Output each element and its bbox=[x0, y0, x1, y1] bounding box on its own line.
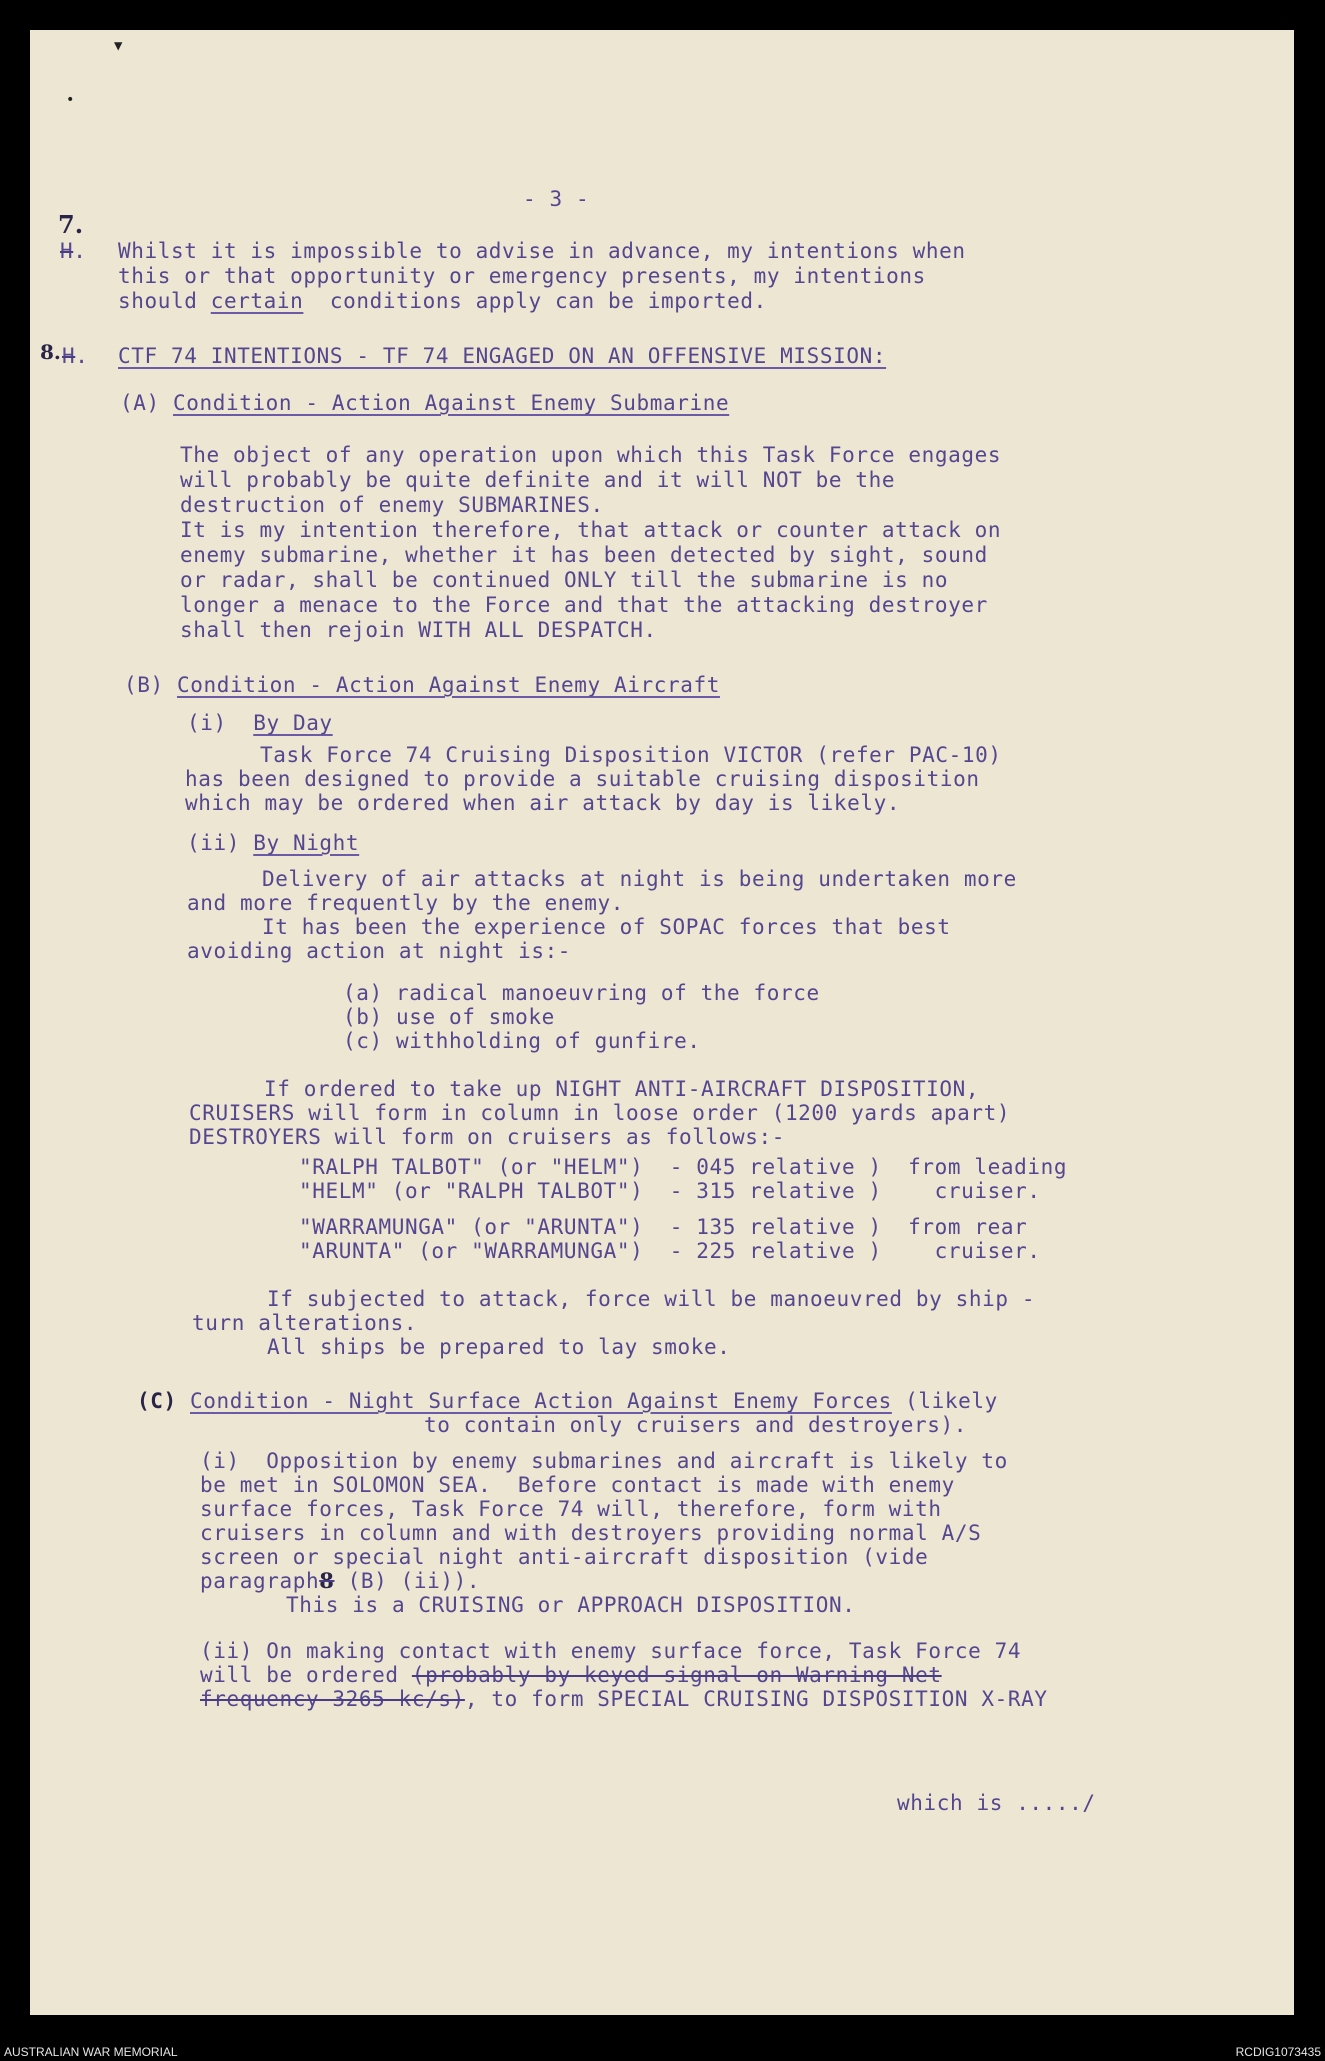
text-line: Task Force 74 Cruising Disposition VICTOR (refer PAC-10) bbox=[260, 743, 1002, 767]
text-segment: (B) (ii)). bbox=[334, 1569, 481, 1593]
text-line: screen or special night anti-aircraft disposition (vide bbox=[200, 1545, 929, 1569]
subheading-label: (A) bbox=[120, 391, 173, 415]
footer-credit: AUSTRALIAN WAR MEMORIAL bbox=[4, 2045, 178, 2059]
text-line: destruction of enemy SUBMARINES. bbox=[180, 493, 604, 517]
disposition-line: "ARUNTA" (or "WARRAMUNGA") - 225 relative ) cruiser. bbox=[299, 1239, 1041, 1263]
struck-paragraph-number: H. bbox=[62, 344, 89, 368]
subheading-title: Condition - Action Against Enemy Submarine bbox=[172, 391, 730, 415]
list-item: (b) use of smoke bbox=[343, 1005, 555, 1029]
list-item: (a) radical manoeuvring of the force bbox=[343, 981, 820, 1005]
subheading-title: Condition - Night Surface Action Against Enemy Forces bbox=[189, 1389, 892, 1413]
text-line: (ii) On making contact with enemy surface force, Task Force 74 bbox=[200, 1639, 1022, 1663]
text-line: to contain only cruisers and destroyers). bbox=[424, 1413, 967, 1437]
text-line: (i) Opposition by enemy submarines and aircraft is likely to bbox=[200, 1449, 1008, 1473]
struck-paragraph-number: H. bbox=[60, 239, 87, 263]
text-line bbox=[200, 1686, 1048, 1712]
subheading-line bbox=[120, 390, 729, 416]
text-line bbox=[118, 288, 767, 314]
disposition-line: "RALPH TALBOT" (or "HELM") - 045 relative ) from leading bbox=[299, 1155, 1068, 1179]
text-line: or radar, shall be continued ONLY till the submarine is no bbox=[180, 568, 949, 592]
text-segment: , to form SPECIAL CRUISING DISPOSITION X-RAY bbox=[464, 1687, 1048, 1711]
text-line: be met in SOLOMON SEA. Before contact is made with enemy bbox=[200, 1473, 955, 1497]
text-line: cruisers in column and with destroyers providing normal A/S bbox=[200, 1521, 982, 1545]
disposition-line: "WARRAMUNGA" (or "ARUNTA") - 135 relative ) from rear bbox=[299, 1215, 1028, 1239]
text-segment: paragraph bbox=[200, 1569, 320, 1593]
text-line: will probably be quite definite and it will NOT be the bbox=[180, 468, 896, 492]
text-line: Delivery of air attacks at night is being undertaken more bbox=[262, 867, 1017, 891]
text-line: Whilst it is impossible to advise in advance, my intentions when bbox=[118, 239, 966, 263]
text-line: and more frequently by the enemy. bbox=[187, 891, 625, 915]
subheading-label: (B) bbox=[124, 673, 177, 697]
text-line: turn alterations. bbox=[192, 1311, 418, 1335]
text-line: It has been the experience of SOPAC forces that best bbox=[262, 915, 951, 939]
text-segment: will be ordered bbox=[200, 1663, 412, 1687]
text-line: All ships be prepared to lay smoke. bbox=[267, 1335, 731, 1359]
list-item: (c) withholding of gunfire. bbox=[343, 1029, 701, 1053]
text-line: surface forces, Task Force 74 will, therefore, form with bbox=[200, 1497, 942, 1521]
text-line: This is a CRUISING or APPROACH DISPOSITION. bbox=[286, 1593, 856, 1617]
struck-text: frequency 3265 kc/s) bbox=[200, 1687, 465, 1711]
footer-reference: RCDIG1073435 bbox=[1235, 2045, 1321, 2059]
text-line: DESTROYERS will form on cruisers as follows:- bbox=[189, 1125, 785, 1149]
text-line bbox=[200, 1568, 480, 1594]
text-line: this or that opportunity or emergency presents, my intentions bbox=[118, 264, 926, 288]
punch-mark: ▼ bbox=[114, 38, 123, 54]
text-line: shall then rejoin WITH ALL DESPATCH. bbox=[180, 618, 657, 642]
disposition-line: "HELM" (or "RALPH TALBOT") - 315 relative ) cruiser. bbox=[299, 1179, 1041, 1203]
subheading-label: (C) bbox=[137, 1389, 190, 1413]
subsection-line bbox=[187, 710, 333, 736]
subsection-label: (ii) bbox=[187, 831, 254, 855]
handwritten-paragraph-8: 8. bbox=[40, 340, 61, 364]
subheading-title: Condition - Action Against Enemy Aircraft bbox=[176, 673, 720, 697]
text-line: It is my intention therefore, that attack or counter attack on bbox=[180, 518, 1002, 542]
text-line: avoiding action at night is:- bbox=[187, 939, 572, 963]
subheading-note: (likely bbox=[891, 1389, 998, 1413]
continuation-note: which is ...../ bbox=[897, 1791, 1096, 1815]
text-segment: conditions apply can be imported. bbox=[303, 289, 767, 313]
subheading-line bbox=[124, 672, 720, 698]
subsection-line bbox=[187, 830, 359, 856]
subsection-label: (i) bbox=[187, 711, 254, 735]
subheading-line bbox=[137, 1388, 998, 1414]
document-page bbox=[30, 30, 1294, 2015]
subsection-title: By Night bbox=[253, 831, 360, 855]
underlined-word: certain bbox=[210, 289, 304, 313]
text-line: has been designed to provide a suitable cruising disposition bbox=[185, 767, 980, 791]
section-heading: CTF 74 INTENTIONS - TF 74 ENGAGED ON AN OFFENSIVE MISSION: bbox=[118, 344, 887, 368]
text-line: If ordered to take up NIGHT ANTI-AIRCRAFT DISPOSITION, bbox=[264, 1077, 980, 1101]
handwritten-paragraph-7: 7. bbox=[58, 210, 84, 239]
punch-dot: • bbox=[66, 92, 75, 108]
subsection-title: By Day bbox=[253, 711, 333, 735]
struck-text: (probably by keyed signal on Warning Net bbox=[411, 1663, 942, 1687]
text-line: If subjected to attack, force will be manoeuvred by ship - bbox=[267, 1287, 1036, 1311]
text-segment: should bbox=[118, 289, 211, 313]
text-line bbox=[200, 1662, 942, 1688]
page-number: - 3 - bbox=[523, 187, 590, 211]
text-line: The object of any operation upon which this Task Force engages bbox=[180, 443, 1002, 467]
text-line: longer a menace to the Force and that the attacking destroyer bbox=[180, 593, 988, 617]
text-line: CRUISERS will form in column in loose order (1200 yards apart) bbox=[189, 1101, 1011, 1125]
handwritten-correction: 8 bbox=[319, 1568, 335, 1593]
text-line: enemy submarine, whether it has been detected by sight, sound bbox=[180, 543, 988, 567]
text-line: which may be ordered when air attack by day is likely. bbox=[185, 791, 901, 815]
